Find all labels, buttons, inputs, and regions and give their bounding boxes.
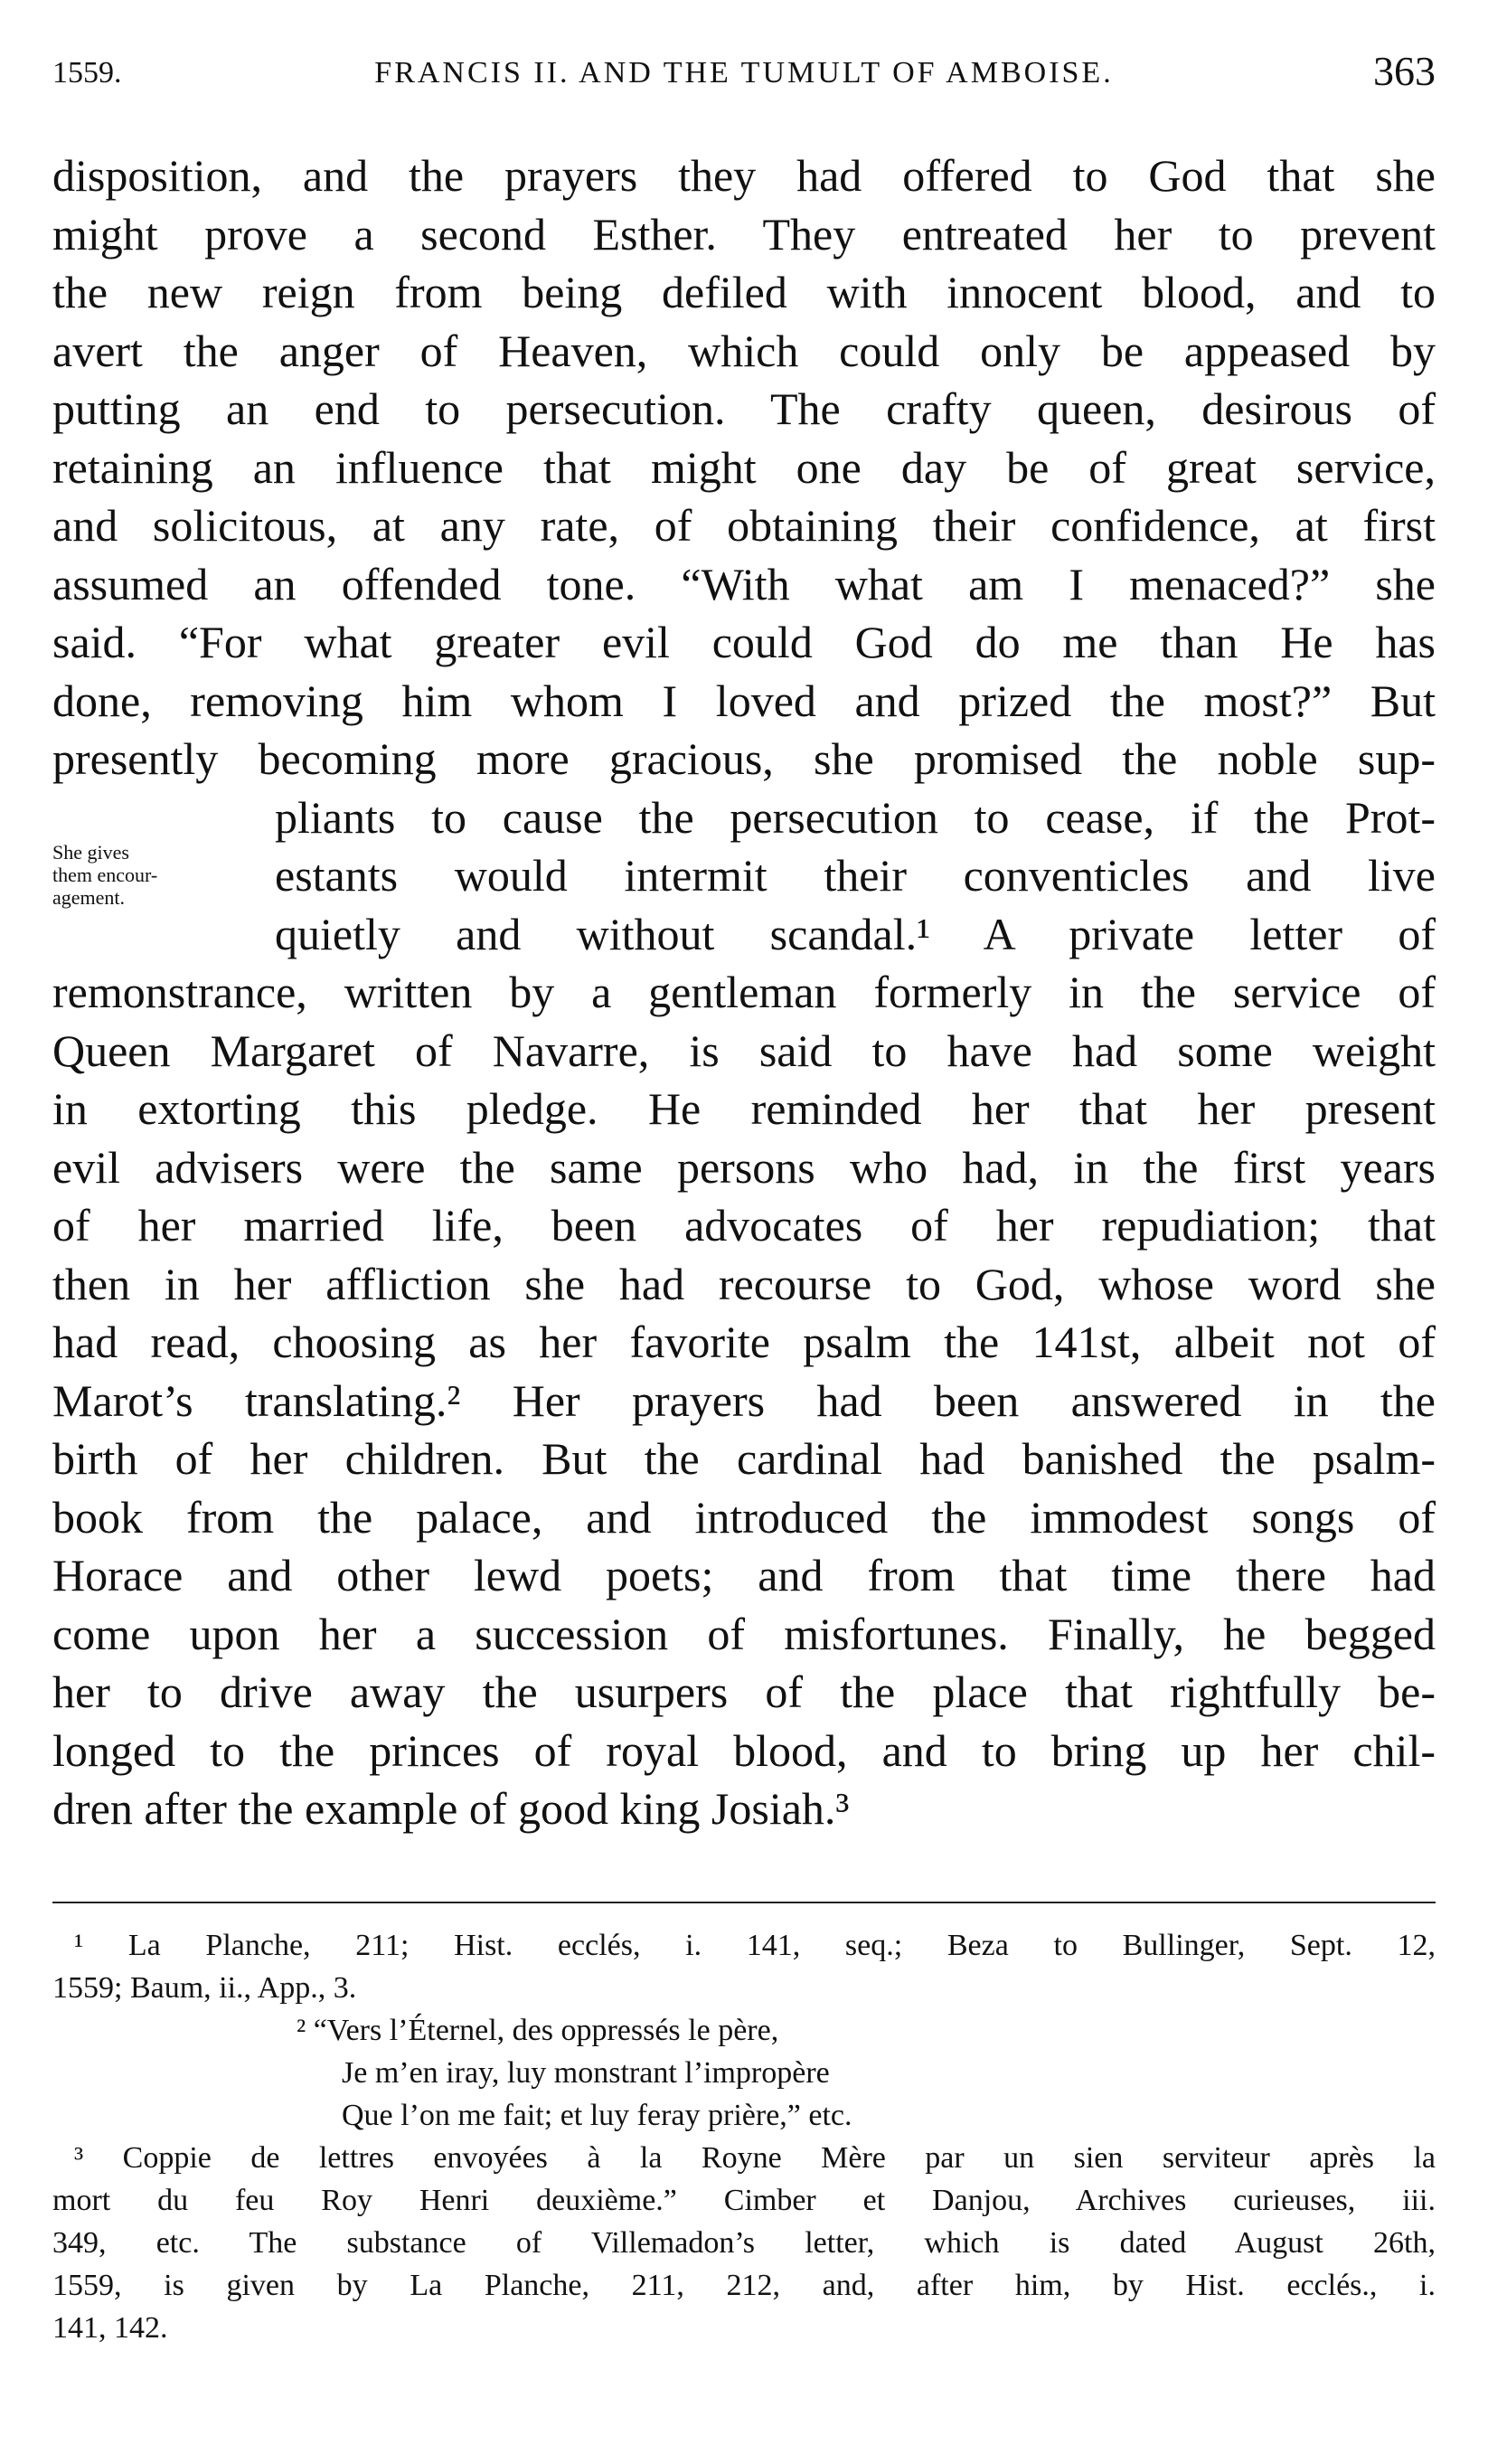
- footnote-divider: [52, 1902, 1436, 1903]
- body-line: putting an end to persecution. The crafty queen, desirous of: [52, 383, 1436, 434]
- body-line: birth of her children. But the cardinal had banished the psalm-: [52, 1433, 1436, 1484]
- body-line: estants would intermit their conventicles and live: [275, 850, 1436, 901]
- body-line: longed to the princes of royal blood, and to bring up her chil-: [52, 1724, 1436, 1776]
- body-line: retaining an influence that might one day be of great service,: [52, 441, 1436, 493]
- body-line: the new reign from being defiled with innocent blood, and to: [52, 267, 1436, 317]
- body-line: Marot’s translating.² Her prayers had been answered in the: [52, 1374, 1436, 1426]
- body-line: might prove a second Esther. They entreated her to prevent: [52, 208, 1436, 260]
- footnote-line: 1559, is given by La Planche, 211, 212, and, after him, by Hist. ecclés., i.: [52, 2269, 1436, 2302]
- body-line: avert the anger of Heaven, which could only be appeased by: [52, 325, 1436, 376]
- body-line: in extorting this pledge. He reminded her that her present: [52, 1083, 1436, 1134]
- header-title: FRANCIS II. AND THE TUMULT OF AMBOISE.: [374, 56, 1114, 90]
- body-line: pliants to cause the persecution to cease, if the Prot-: [275, 791, 1436, 843]
- margin-note-line: them encour-: [52, 864, 158, 886]
- footnotes: [52, 1924, 1436, 2349]
- body-line: dren after the example of good king Josiah.³: [52, 1783, 850, 1834]
- body-line: done, removing him whom I loved and prized the most?” But: [52, 675, 1436, 726]
- body-line: quietly and without scandal.¹ A private letter of: [275, 908, 1436, 959]
- body-line: remonstrance, written by a gentleman formerly in the service of: [52, 967, 1436, 1017]
- footnote-line: 1559; Baum, ii., App., 3.: [52, 1971, 357, 2005]
- footnote-line: mort du feu Roy Henri deuxième.” Cimber et Danjou, Archives curieuses, iii.: [52, 2184, 1436, 2217]
- body-line: said. “For what greater evil could God do me than He has: [52, 617, 1436, 667]
- body-line: disposition, and the prayers they had offered to God that she: [52, 150, 1436, 201]
- footnote-verse-line: Je m’en iray, luy monstrant l’impropère: [342, 2056, 830, 2090]
- body-text: [52, 146, 1436, 1838]
- running-head: [52, 47, 1436, 101]
- footnote-line: ¹ La Planche, 211; Hist. ecclés, i. 141, seq.; Beza to Bullinger, Sept. 12,: [74, 1929, 1436, 1962]
- page-number: 363: [1373, 48, 1436, 94]
- footnote-verse-line: Que l’on me fait; et luy feray prière,” etc.: [342, 2099, 852, 2132]
- body-line: presently becoming more gracious, she promised the noble sup-: [52, 733, 1436, 784]
- body-line: evil advisers were the same persons who had, in the first years: [52, 1141, 1436, 1193]
- footnote-line: ³ Coppie de lettres envoyées à la Royne Mère par un sien serviteur après la: [74, 2141, 1436, 2175]
- margin-note-line: agement.: [52, 886, 126, 909]
- footnote-line: 349, etc. The substance of Villemadon’s letter, which is dated August 26th,: [52, 2226, 1436, 2260]
- footnote-line: 141, 142.: [52, 2311, 168, 2345]
- body-line: Horace and other lewd poets; and from that time there had: [52, 1550, 1436, 1600]
- body-line: assumed an offended tone. “With what am I menaced?” she: [52, 558, 1436, 609]
- body-line: then in her affliction she had recourse to God, whose word she: [52, 1258, 1436, 1309]
- body-line: Queen Margaret of Navarre, is said to have had some weight: [52, 1024, 1436, 1076]
- header-year: 1559.: [52, 56, 122, 90]
- body-line: her to drive away the usurpers of the place that rightfully be-: [52, 1666, 1436, 1717]
- body-line: book from the palace, and introduced the immodest songs of: [52, 1491, 1436, 1543]
- body-line: and solicitous, at any rate, of obtaining their confidence, at first: [52, 500, 1436, 551]
- body-line: come upon her a succession of misfortunes. Finally, he begged: [52, 1608, 1436, 1659]
- body-line: had read, choosing as her favorite psalm the 141st, albeit not of: [52, 1317, 1436, 1367]
- body-line: of her married life, been advocates of her repudiation; that: [52, 1200, 1436, 1251]
- margin-note-line: She gives: [52, 841, 129, 864]
- footnote-verse-line: ² “Vers l’Éternel, des oppressés le père,: [297, 2014, 779, 2047]
